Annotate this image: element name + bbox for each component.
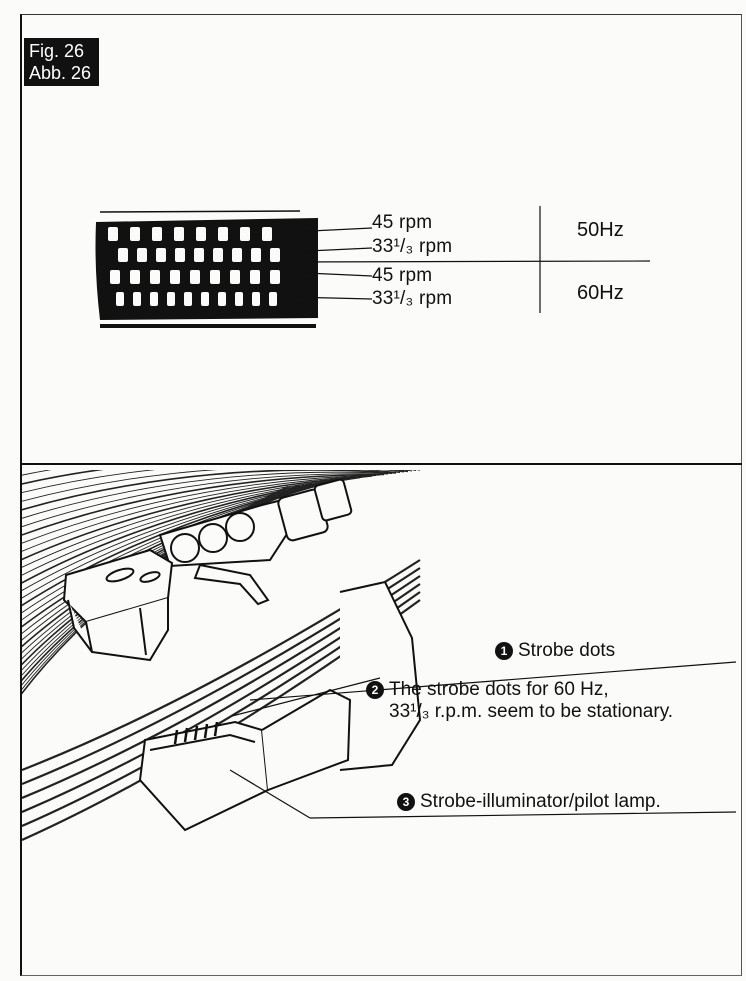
strobe-dot	[116, 292, 124, 306]
strobe-label-33rpm-50hz: 33¹/₃ rpm	[372, 236, 453, 257]
strobe-dot	[150, 292, 158, 306]
strobe-dot	[250, 270, 260, 284]
strobe-dot	[270, 248, 280, 262]
strobe-dot	[213, 248, 223, 262]
strobe-dot	[150, 270, 160, 284]
strobe-dot	[152, 227, 162, 241]
strobe-dot	[269, 292, 277, 306]
strobe-dot	[270, 270, 280, 284]
frequency-label-50hz: 50Hz	[577, 219, 624, 241]
strobe-label-45rpm-50hz: 45 rpm	[372, 212, 433, 233]
callout-stationary-dots	[366, 679, 673, 723]
strobe-dot	[210, 270, 220, 284]
strobe-dot	[167, 292, 175, 306]
platter-groove	[0, 443, 420, 470]
tone-arm-illustration	[160, 479, 352, 604]
strobe-dot	[232, 248, 242, 262]
strobe-dot	[108, 227, 118, 241]
strobe-dot	[196, 227, 206, 241]
strobe-dot	[218, 227, 228, 241]
strobe-dot	[218, 292, 226, 306]
strobe-dot	[262, 227, 272, 241]
strobe-label-33rpm-60hz: 33¹/₃ rpm	[372, 288, 453, 309]
strobe-dot	[240, 227, 250, 241]
strobe-dot	[170, 270, 180, 284]
strobe-dot	[235, 292, 243, 306]
strobe-dot	[251, 248, 261, 262]
callout-strobe-illuminator	[397, 791, 661, 813]
strobe-dot	[252, 292, 260, 306]
strobe-dot	[156, 248, 166, 262]
figure-label-en: Fig. 26	[29, 41, 85, 61]
strobe-dot	[175, 248, 185, 262]
callout-number-2: 2	[366, 681, 384, 699]
callout-text-1: Strobe dots	[518, 640, 616, 661]
strobe-dot	[137, 248, 147, 262]
callout-text-2b: 33¹/₃ r.p.m. seem to be stationary.	[389, 701, 674, 722]
strobe-dot	[133, 292, 141, 306]
callout-text-3: Strobe-illuminator/pilot lamp.	[420, 791, 661, 812]
strobe-dot	[230, 270, 240, 284]
strobe-dot	[184, 292, 192, 306]
strobe-dot	[130, 270, 140, 284]
strobe-dot	[110, 270, 120, 284]
frequency-label-60hz: 60Hz	[577, 282, 624, 304]
strobe-dot	[201, 292, 209, 306]
figure-label-de: Abb. 26	[29, 63, 92, 83]
strobe-dot-band	[96, 211, 319, 328]
strobe-dot	[174, 227, 184, 241]
strobe-dot	[130, 227, 140, 241]
strobe-label-45rpm-60hz: 45 rpm	[372, 265, 433, 286]
callout-strobe-dots	[495, 640, 615, 662]
strobe-dot	[118, 248, 128, 262]
callout-number-3: 3	[397, 793, 415, 811]
callout-text-2a: The strobe dots for 60 Hz,	[389, 679, 609, 700]
strobe-dot	[194, 248, 204, 262]
strobe-dot	[190, 270, 200, 284]
callout-number-1: 1	[495, 642, 513, 660]
